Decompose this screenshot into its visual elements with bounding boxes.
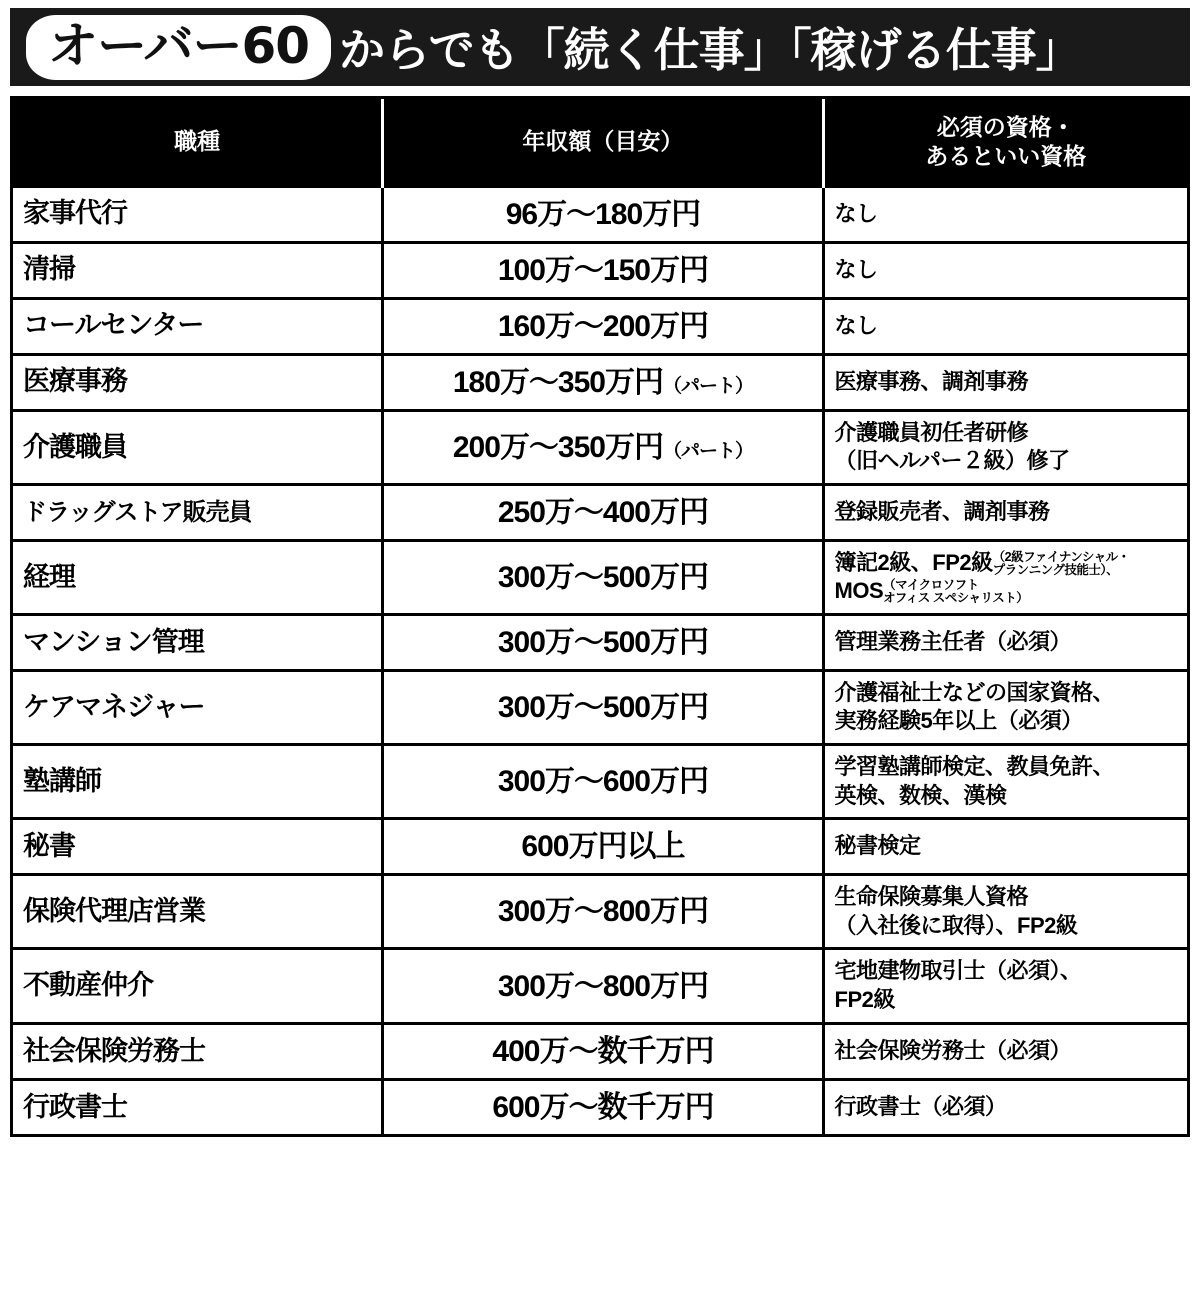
salary-value: 160万〜200万円 <box>497 309 708 343</box>
salary-value: 600万円以上 <box>521 830 685 864</box>
table-row <box>13 614 1187 670</box>
cell-job: 医療事務 <box>13 354 383 410</box>
cell-job: 社会保険労務士 <box>13 1023 383 1079</box>
cell-job: 塾講師 <box>13 745 383 819</box>
cert-text-1: 介護職員初任者研修 <box>834 419 1029 445</box>
salary-value: 600万〜数千万円 <box>492 1090 714 1124</box>
header-salary: 年収額（目安） <box>383 99 823 186</box>
cert-text-2: （入社後に取得）、FP2級 <box>834 912 1078 938</box>
cell-job: ケアマネジャー <box>13 670 383 744</box>
cert-text-2: 実務経験5年以上（必須） <box>834 708 1083 734</box>
cell-salary <box>383 875 823 949</box>
table-row <box>13 298 1187 354</box>
cert-line-1 <box>835 419 1177 448</box>
cell-salary <box>383 670 823 744</box>
cell-salary <box>383 186 823 242</box>
cell-certifications <box>823 875 1187 949</box>
cert-text-1: 行政書士（必須） <box>834 1093 1007 1119</box>
cell-certifications <box>823 298 1187 354</box>
table-row <box>13 410 1187 484</box>
cell-certifications <box>823 242 1187 298</box>
cell-job: 不動産仲介 <box>13 949 383 1023</box>
cell-salary <box>383 540 823 614</box>
table-row <box>13 875 1187 949</box>
salary-value: 300万〜800万円 <box>497 895 708 929</box>
table-header <box>13 99 1187 186</box>
cert-text-2: （旧ヘルパー２級）修了 <box>834 448 1070 474</box>
cert-text-1: なし <box>834 256 878 282</box>
cert-text-1: 生命保険募集人資格 <box>834 884 1029 910</box>
cell-salary <box>383 949 823 1023</box>
cert-line-2 <box>835 782 1177 811</box>
salary-value: 300万〜500万円 <box>497 560 708 594</box>
cert-text-1: 学習塾講師検定、教員免許、 <box>834 754 1115 780</box>
cert-line-1 <box>835 498 1177 527</box>
cert-line-1 <box>835 312 1177 341</box>
header-job: 職種 <box>13 99 383 186</box>
cell-job: 保険代理店営業 <box>13 875 383 949</box>
cell-salary <box>383 298 823 354</box>
cert-text-1: 登録販売者、調剤事務 <box>834 498 1050 524</box>
cert-line-1 <box>835 368 1177 397</box>
cert-annotation-2: （マイクロソフト オフィス スペシャリスト） <box>883 578 1029 606</box>
cell-certifications <box>823 186 1187 242</box>
cert-line-2 <box>835 577 1177 606</box>
cert-text-1: 介護福祉士などの国家資格、 <box>834 679 1115 705</box>
cert-text-1: なし <box>834 200 878 226</box>
cert-line-1 <box>835 256 1177 285</box>
cert-line-1 <box>835 832 1177 861</box>
cert-text-1: 社会保険労務士（必須） <box>834 1037 1072 1063</box>
cert-text-1: 医療事務、調剤事務 <box>834 368 1029 394</box>
cell-certifications <box>823 745 1187 819</box>
cert-line-1 <box>835 549 1177 578</box>
cell-job: 行政書士 <box>13 1079 383 1134</box>
cert-line-1 <box>835 957 1177 986</box>
table-row <box>13 670 1187 744</box>
cell-certifications <box>823 540 1187 614</box>
cert-line-1 <box>835 679 1177 708</box>
table-row <box>13 1023 1187 1079</box>
header-row <box>13 99 1187 186</box>
cell-salary <box>383 484 823 540</box>
table-row <box>13 745 1187 819</box>
cell-certifications <box>823 410 1187 484</box>
cert-text-2: FP2級 <box>834 987 895 1013</box>
cell-certifications <box>823 614 1187 670</box>
cell-salary <box>383 1079 823 1134</box>
cert-line-1 <box>835 628 1177 657</box>
cell-certifications <box>823 354 1187 410</box>
header-cert-line2: あるといい資格 <box>925 142 1087 169</box>
cert-line-1 <box>835 1037 1177 1066</box>
cert-text-1: 簿記2級、FP2級 <box>834 549 993 575</box>
cert-text-2: MOS <box>834 578 884 604</box>
salary-value: 180万〜350万円 <box>452 365 663 399</box>
table-row <box>13 242 1187 298</box>
cert-annotation-1: （2級ファイナンシャル・ プランニング技能士）、 <box>992 549 1130 577</box>
cell-job: コールセンター <box>13 298 383 354</box>
cell-salary <box>383 1023 823 1079</box>
salary-value: 96万〜180万円 <box>505 197 701 231</box>
salary-note: （パート） <box>662 375 753 397</box>
salary-value: 100万〜150万円 <box>497 253 708 287</box>
jobs-table <box>13 99 1187 1134</box>
cell-salary <box>383 354 823 410</box>
cert-line-2 <box>835 912 1177 941</box>
cell-certifications <box>823 1079 1187 1134</box>
table-row <box>13 354 1187 410</box>
cell-job: ドラッグストア販売員 <box>13 484 383 540</box>
cert-line-1 <box>835 200 1177 229</box>
cell-certifications <box>823 949 1187 1023</box>
table-row <box>13 540 1187 614</box>
header-cert-line1: 必須の資格・ <box>936 114 1075 140</box>
cell-certifications <box>823 484 1187 540</box>
cell-job: 家事代行 <box>13 186 383 242</box>
cert-line-2 <box>835 707 1177 736</box>
title-text: からでも「続く仕事」「稼げる仕事」 <box>339 23 1081 77</box>
cell-job: 介護職員 <box>13 410 383 484</box>
cert-line-1 <box>835 1093 1177 1122</box>
cell-salary <box>383 242 823 298</box>
cell-salary <box>383 410 823 484</box>
cell-certifications <box>823 819 1187 875</box>
cell-job: 経理 <box>13 540 383 614</box>
infographic-page <box>0 8 1200 1304</box>
cert-text-1: 宅地建物取引士（必須）、 <box>834 958 1082 984</box>
table-row <box>13 484 1187 540</box>
table-row <box>13 949 1187 1023</box>
cell-salary <box>383 819 823 875</box>
cert-line-1 <box>835 753 1177 782</box>
cert-text-2: 英検、数検、漢検 <box>834 782 1007 808</box>
salary-value: 300万〜500万円 <box>497 625 708 659</box>
salary-note: （パート） <box>662 440 753 462</box>
table-row <box>13 819 1187 875</box>
cell-salary <box>383 745 823 819</box>
salary-value: 300万〜800万円 <box>497 969 708 1003</box>
salary-value: 200万〜350万円 <box>452 430 663 464</box>
salary-value: 300万〜600万円 <box>497 765 708 799</box>
cell-certifications <box>823 670 1187 744</box>
title-badge: オーバー60 <box>26 15 331 80</box>
salary-value: 250万〜400万円 <box>497 495 708 529</box>
cell-job: マンション管理 <box>13 614 383 670</box>
cert-text-1: 管理業務主任者（必須） <box>834 629 1072 655</box>
title-banner <box>10 8 1190 86</box>
salary-value: 300万〜500万円 <box>497 690 708 724</box>
cell-job: 清掃 <box>13 242 383 298</box>
cell-salary <box>383 614 823 670</box>
cell-job: 秘書 <box>13 819 383 875</box>
cert-text-1: 秘書検定 <box>834 833 921 859</box>
table-row <box>13 1079 1187 1134</box>
cert-text-1: なし <box>834 312 878 338</box>
cell-certifications <box>823 1023 1187 1079</box>
cert-line-2 <box>835 447 1177 476</box>
jobs-table-wrapper <box>10 96 1190 1137</box>
header-certifications <box>823 99 1187 186</box>
table-row <box>13 186 1187 242</box>
table-body <box>13 186 1187 1134</box>
cert-line-2 <box>835 986 1177 1015</box>
salary-value: 400万〜数千万円 <box>492 1034 714 1068</box>
cert-line-1 <box>835 883 1177 912</box>
